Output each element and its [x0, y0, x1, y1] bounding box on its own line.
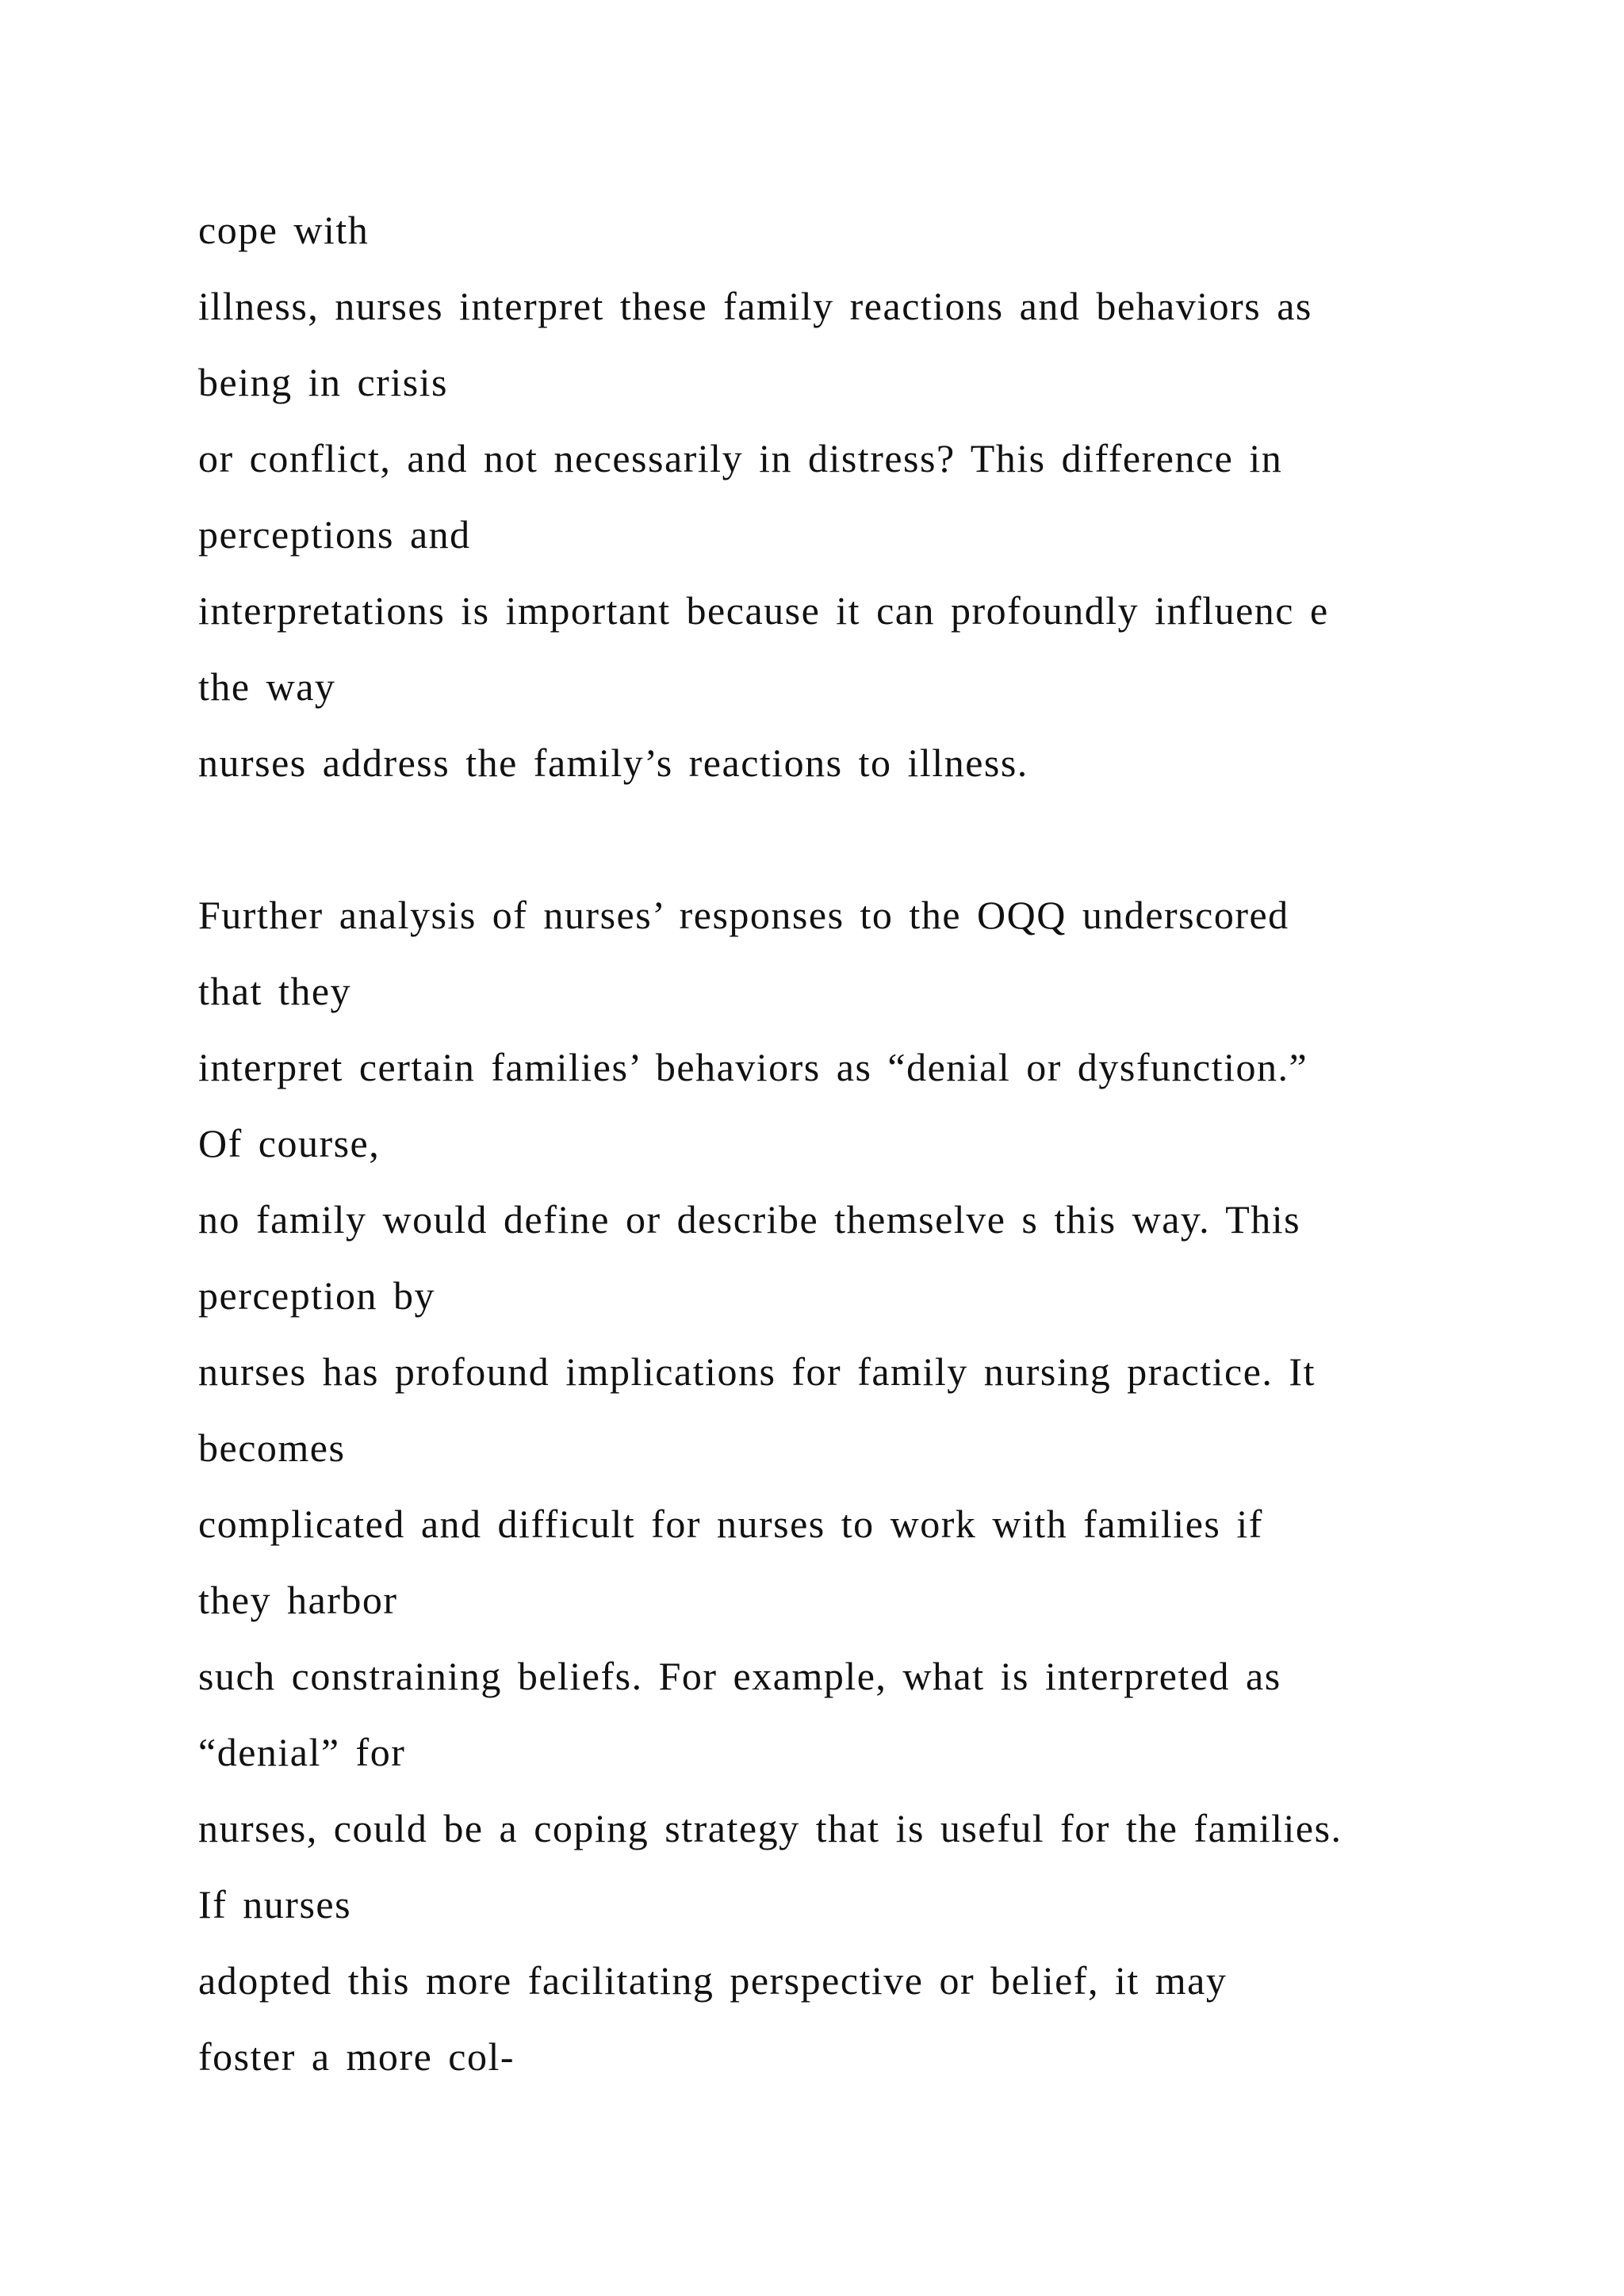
- text-line: foster a more col-: [198, 2034, 515, 2079]
- text-line: illness, nurses interpret these family reactions and behaviors as: [198, 284, 1312, 328]
- text-line: becomes: [198, 1425, 346, 1470]
- text-line: interpret certain families’ behaviors as “denial or dysfunction.”: [198, 1045, 1308, 1089]
- text-line: “denial” for: [198, 1730, 406, 1774]
- text-line: If nurses: [198, 1882, 352, 1927]
- text-line: interpretations is important because it can profoundly influenc e: [198, 588, 1329, 633]
- text-line: cope with: [198, 208, 370, 252]
- text-line: such constraining beliefs. For example, what is interpreted as: [198, 1654, 1281, 1698]
- document-body: [198, 192, 1546, 2095]
- text-line: that they: [198, 969, 352, 1013]
- text-line: nurses address the family’s reactions to illness.: [198, 740, 1028, 785]
- text-line: Of course,: [198, 1121, 381, 1165]
- text-line: nurses, could be a coping strategy that is useful for the families.: [198, 1806, 1342, 1850]
- text-line: adopted this more facilitating perspective or belief, it may: [198, 1958, 1228, 2003]
- text-line: no family would define or describe themselve s this way. This: [198, 1197, 1301, 1242]
- text-line: Further analysis of nurses’ responses to the OQQ underscored: [198, 893, 1289, 937]
- text-line: the way: [198, 664, 336, 709]
- text-line: or conflict, and not necessarily in distress? This difference in: [198, 436, 1283, 480]
- text-line: perception by: [198, 1273, 436, 1318]
- text-line: nurses has profound implications for family nursing practice. It: [198, 1349, 1316, 1394]
- text-line: perceptions and: [198, 512, 471, 557]
- text-line: they harbor: [198, 1578, 398, 1622]
- paragraph-break: [198, 801, 1546, 877]
- text-line: complicated and difficult for nurses to work with families if: [198, 1502, 1263, 1546]
- text-line: being in crisis: [198, 360, 449, 404]
